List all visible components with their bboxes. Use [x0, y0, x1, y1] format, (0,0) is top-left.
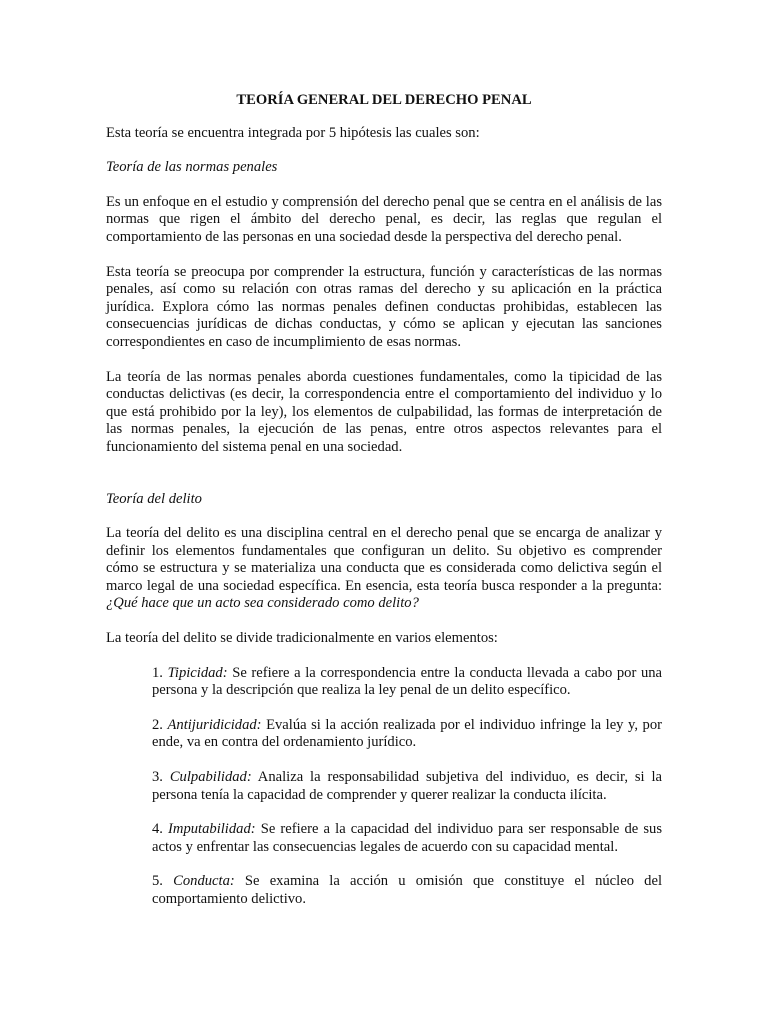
item-number: 5.	[152, 873, 174, 890]
delito-paragraph-1-text: La teoría del delito es una disciplina central en el derecho penal que se encarga de analizar y definir los elementos fundamentales que configuran un delito. Su objetivo es comprender cómo se estructura y se materializa una conducta que es considerada como delictiva según el marco legal de una sociedad específica. En esencia, esta teoría busca responder a la pregunta:	[106, 525, 662, 594]
normas-paragraph-3: La teoría de las normas penales aborda cuestiones fundamentales, como la tipicidad de las conductas delictivas (es decir, la correspondencia entre el comportamiento del individuo y lo que está prohibido por la ley), los elementos de culpabilidad, las formas de interpretación de las normas penales, la ejecución de las penas, entre otros aspectos relevantes para el funcionamiento del sistema penal en una sociedad.	[106, 368, 662, 455]
item-number: 4.	[152, 821, 169, 838]
delito-paragraph-2: La teoría del delito se divide tradicionalmente en varios elementos:	[106, 630, 498, 647]
item-term: Imputabilidad:	[168, 821, 256, 838]
delito-question: ¿Qué hace que un acto sea considerado como delito?	[106, 595, 419, 612]
intro-paragraph: Esta teoría se encuentra integrada por 5 hipótesis las cuales son:	[106, 124, 480, 141]
list-item	[152, 769, 662, 804]
item-text: Se refiere a la capacidad del individuo para ser responsable de sus actos y enfrentar las consecuencias legales de acuerdo con su capacidad mental.	[152, 821, 662, 855]
normas-paragraph-1: Es un enfoque en el estudio y comprensión del derecho penal que se centra en el análisis de las normas que rigen el ámbito del derecho penal, es decir, las reglas que regulan el comportamiento de las personas en una sociedad desde la perspectiva del derecho penal.	[106, 193, 662, 245]
item-term: Tipicidad:	[167, 664, 228, 681]
document-page	[106, 92, 662, 926]
delito-paragraph-1	[106, 525, 662, 613]
item-text: Se examina la acción u omisión que constituye el núcleo del comportamiento delictivo.	[152, 873, 662, 907]
list-item	[152, 665, 662, 700]
normas-paragraph-2: Esta teoría se preocupa por comprender la estructura, función y características de las normas penales, así como su relación con otras ramas del derecho y su aplicación en la práctica jurídica. Explora cómo las normas penales definen conductas prohibidas, establecen las consecuencias jurídicas de dichas conductas, y cómo se aplican y ejecutan las sanciones correspondientes en caso de incumplimiento de esas normas.	[106, 263, 662, 350]
item-text: Evalúa si la acción realizada por el individuo infringe la ley y, por ende, va en contra del ordenamiento jurídico.	[152, 716, 662, 751]
item-term: Antijuridicidad:	[167, 716, 262, 733]
section-heading-normas: Teoría de las normas penales	[106, 159, 278, 176]
list-item	[152, 717, 662, 752]
document-title: TEORÍA GENERAL DEL DERECHO PENAL	[236, 92, 532, 108]
item-term: Conducta:	[173, 873, 235, 890]
item-text: Analiza la responsabilidad subjetiva del individuo, es decir, si la persona tenía la capacidad de comprender y querer realizar la conducta ilícita.	[152, 769, 662, 803]
item-text: Se refiere a la correspondencia entre la conducta llevada a cabo por una persona y la descripción que realiza la ley penal de un delito específico.	[152, 664, 663, 699]
list-item	[152, 821, 662, 856]
item-number: 1.	[152, 664, 168, 681]
list-item	[152, 873, 662, 908]
item-number: 2.	[152, 716, 168, 733]
section-heading-delito: Teoría del delito	[106, 490, 202, 507]
item-term: Culpabilidad:	[169, 769, 252, 786]
item-number: 3.	[152, 769, 170, 786]
